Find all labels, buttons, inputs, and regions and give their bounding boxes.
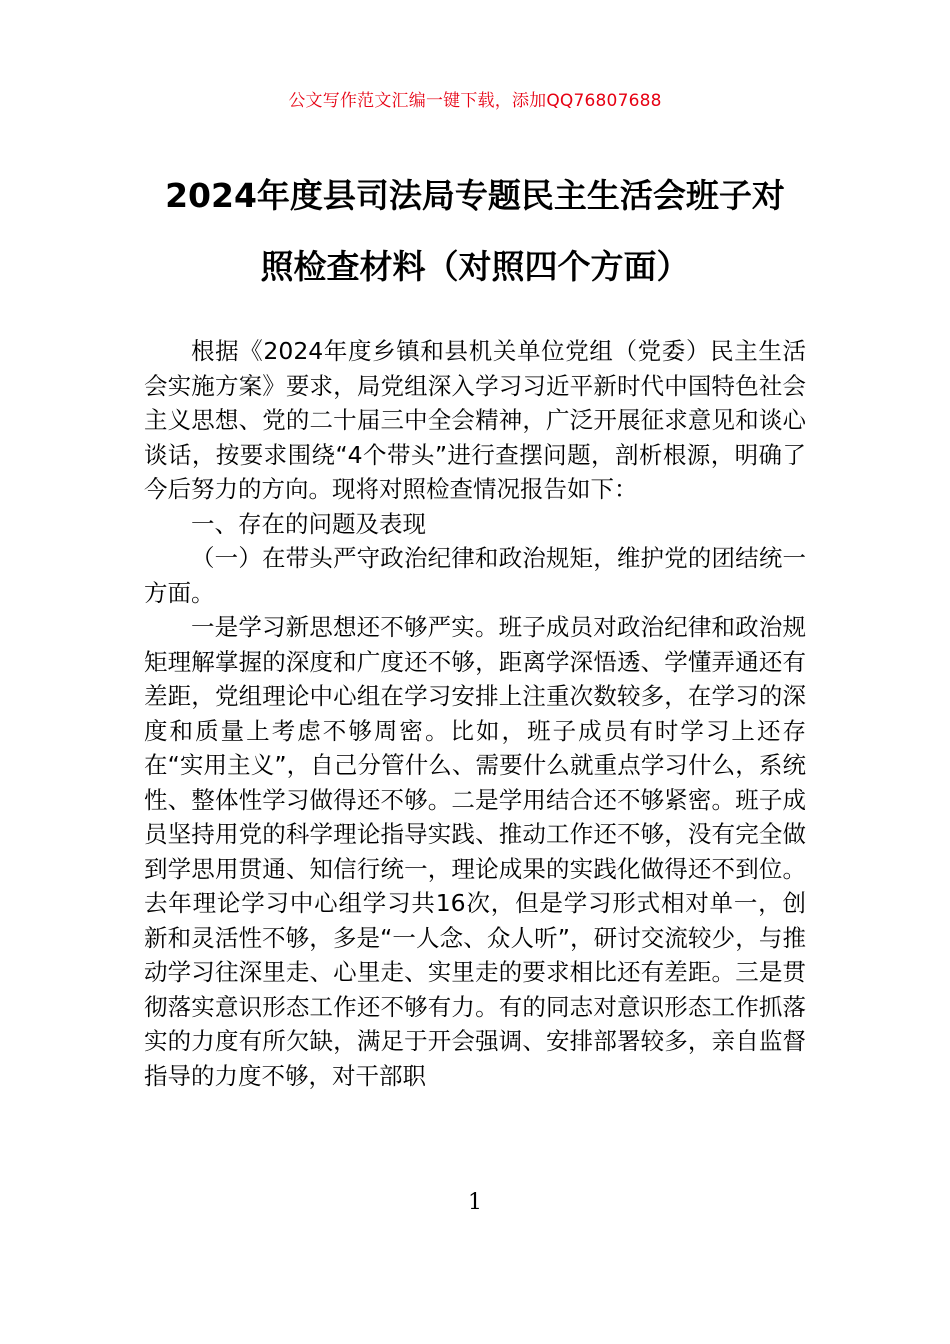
page-number: 1 (468, 1190, 482, 1215)
paragraph-intro: 根据《2024年度乡镇和县机关单位党组（党委）民主生活会实施方案》要求，局党组深入学习习近平新时代中国特色社会主义思想、党的二十届三中全会精神，广泛开展征求意见和谈心谈话，按要求围绕“4个带头”进行查摆问题，剖析根源，明确了今后努力的方向。现将对照检查情况报告如下： (144, 337, 806, 503)
document-body (144, 334, 806, 1093)
document-title-line-1: 2024年度县司法局专题民主生活会班子对 (165, 176, 785, 215)
paragraph-issues: 一是学习新思想还不够严实。班子成员对政治纪律和政治规矩理解掌握的深度和广度还不够，距离学深悟透、学懂弄通还有差距，党组理论中心组在学习安排上注重次数较多，在学习的深度和质量上考虑不够周密。比如，班子成员有时学习上还存在“实用主义”，自己分管什么、需要什么就重点学习什么，系统性、整体性学习做得还不够。二是学用结合还不够紧密。班子成员坚持用党的科学理论指导实践、推动工作还不够，没有完全做到学思用贯通、知信行统一，理论成果的实践化做得还不到位。去年理论学习中心组学习共16次，但是学习形式相对单一，创新和灵活性不够，多是“一人念、众人听”，研讨交流较少，与推动学习往深里走、心里走、实里走的要求相比还有差距。三是贯彻落实意识形态工作还不够有力。有的同志对意识形态工作抓落实的力度有所欠缺，满足于开会强调、安排部署较多，亲自监督指导的力度不够，对干部职 (144, 613, 806, 1090)
section-heading-1: 一、存在的问题及表现 (191, 509, 426, 538)
subsection-heading-1: （一）在带头严守政治纪律和政治规矩，维护党的团结统一方面。 (144, 544, 806, 607)
document-title-line-2: 照检查材料（对照四个方面） (260, 247, 690, 286)
header-download-note: 公文写作范文汇编一键下载，添加QQ76807688 (288, 91, 662, 111)
